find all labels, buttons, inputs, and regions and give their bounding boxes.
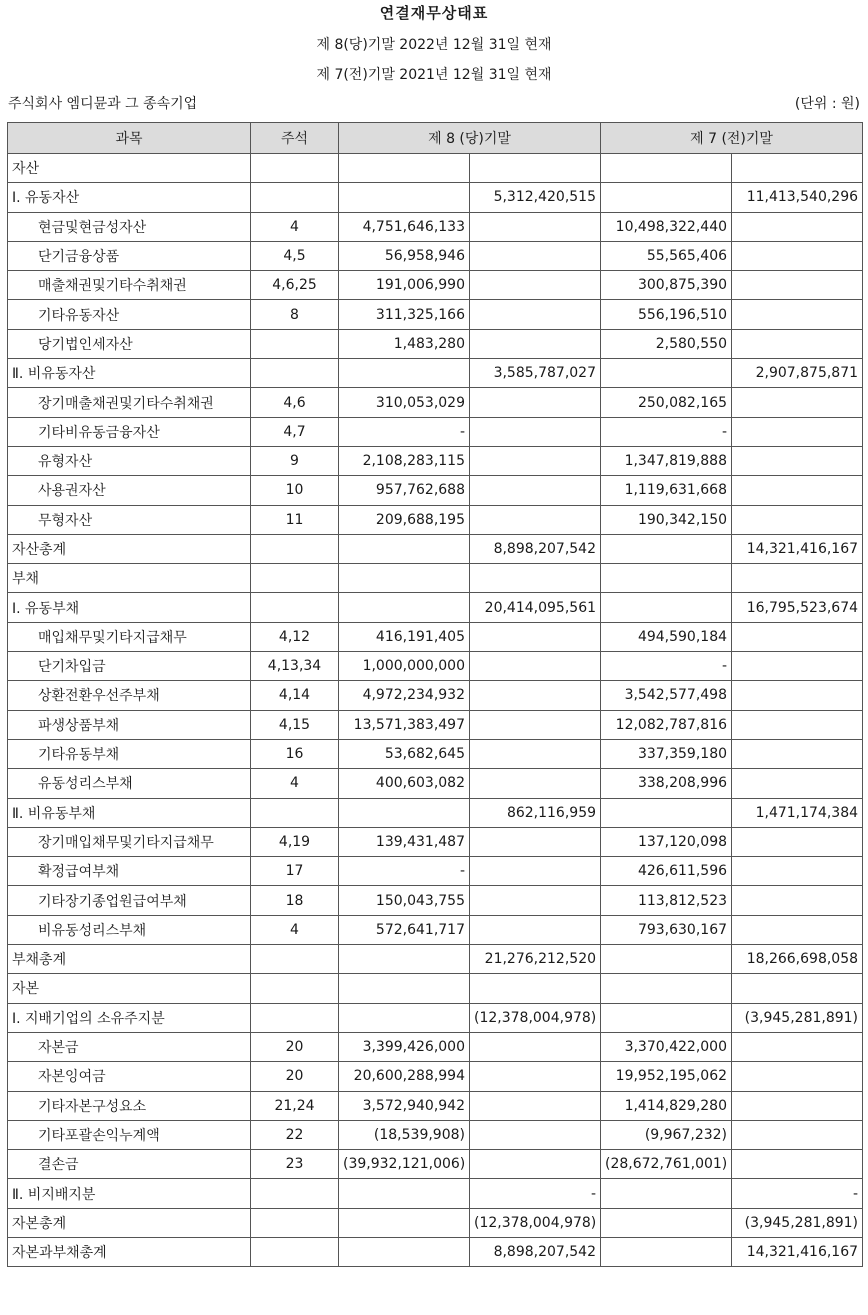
table-row xyxy=(8,710,863,739)
account-cell: 매입채무및기타지급채무 xyxy=(8,622,251,651)
table-row xyxy=(8,1237,863,1266)
table-row xyxy=(8,769,863,798)
table-row xyxy=(8,300,863,329)
current-detail-cell xyxy=(339,1003,470,1032)
table-row xyxy=(8,359,863,388)
current-detail-cell: 3,572,940,942 xyxy=(339,1091,470,1120)
prior-detail-cell: 55,565,406 xyxy=(601,241,732,270)
account-cell: 사용권자산 xyxy=(8,476,251,505)
note-cell: 4 xyxy=(251,915,339,944)
column-header-note: 주석 xyxy=(251,123,339,154)
current-detail-cell: 957,762,688 xyxy=(339,476,470,505)
account-cell: 장기매입채무및기타지급채무 xyxy=(8,827,251,856)
account-cell: 상환전환우선주부채 xyxy=(8,681,251,710)
prior-detail-cell: (9,967,232) xyxy=(601,1120,732,1149)
current-total-cell xyxy=(470,388,601,417)
note-cell: 4,7 xyxy=(251,417,339,446)
current-detail-cell xyxy=(339,1179,470,1208)
prior-total-cell xyxy=(732,974,863,1003)
company-name: 주식회사 엠디뮨과 그 종속기업 xyxy=(8,96,198,112)
account-cell: 자본금 xyxy=(8,1032,251,1061)
prior-detail-cell xyxy=(601,183,732,212)
prior-total-cell xyxy=(732,505,863,534)
current-total-cell xyxy=(470,446,601,475)
current-detail-cell xyxy=(339,798,470,827)
prior-total-cell xyxy=(732,1062,863,1091)
table-row xyxy=(8,388,863,417)
account-cell: 단기금융상품 xyxy=(8,241,251,270)
prior-total-cell xyxy=(732,1150,863,1179)
current-detail-cell: 4,751,646,133 xyxy=(339,212,470,241)
prior-total-cell: 16,795,523,674 xyxy=(732,593,863,622)
table-row xyxy=(8,945,863,974)
current-detail-cell: 4,972,234,932 xyxy=(339,681,470,710)
current-total-cell xyxy=(470,241,601,270)
current-detail-cell xyxy=(339,564,470,593)
prior-total-cell: 11,413,540,296 xyxy=(732,183,863,212)
current-detail-cell: 2,108,283,115 xyxy=(339,446,470,475)
table-row xyxy=(8,1032,863,1061)
unit-label: (단위 : 원) xyxy=(794,96,860,112)
prior-total-cell xyxy=(732,710,863,739)
note-cell: 4,14 xyxy=(251,681,339,710)
prior-detail-cell xyxy=(601,564,732,593)
note-cell xyxy=(251,154,339,183)
table-row xyxy=(8,593,863,622)
prior-total-cell xyxy=(732,476,863,505)
prior-detail-cell: - xyxy=(601,652,732,681)
current-total-cell: (12,378,004,978) xyxy=(470,1208,601,1237)
note-cell xyxy=(251,183,339,212)
account-cell: Ⅱ. 비지배지분 xyxy=(8,1179,251,1208)
note-cell xyxy=(251,798,339,827)
account-cell: 기타포괄손익누계액 xyxy=(8,1120,251,1149)
prior-detail-cell: 137,120,098 xyxy=(601,827,732,856)
current-detail-cell: 13,571,383,497 xyxy=(339,710,470,739)
prior-detail-cell xyxy=(601,1237,732,1266)
account-cell: 기타유동부채 xyxy=(8,739,251,768)
prior-detail-cell: 1,414,829,280 xyxy=(601,1091,732,1120)
prior-detail-cell: 2,580,550 xyxy=(601,329,732,358)
statement-title: 연결재무상태표 xyxy=(379,4,489,22)
current-detail-cell: 1,000,000,000 xyxy=(339,652,470,681)
current-total-cell xyxy=(470,505,601,534)
prior-detail-cell xyxy=(601,593,732,622)
account-cell: 결손금 xyxy=(8,1150,251,1179)
current-total-cell xyxy=(470,622,601,651)
table-row xyxy=(8,652,863,681)
table-row xyxy=(8,798,863,827)
note-cell: 10 xyxy=(251,476,339,505)
current-total-cell xyxy=(470,857,601,886)
table-row xyxy=(8,827,863,856)
current-total-cell: 8,898,207,542 xyxy=(470,1237,601,1266)
prior-total-cell xyxy=(732,857,863,886)
note-cell: 4 xyxy=(251,212,339,241)
prior-total-cell xyxy=(732,1032,863,1061)
account-cell: 무형자산 xyxy=(8,505,251,534)
table-row xyxy=(8,534,863,563)
prior-total-cell xyxy=(732,886,863,915)
prior-total-cell: 18,266,698,058 xyxy=(732,945,863,974)
note-cell: 9 xyxy=(251,446,339,475)
current-total-cell xyxy=(470,1091,601,1120)
table-row xyxy=(8,154,863,183)
current-total-cell xyxy=(470,212,601,241)
table-row xyxy=(8,974,863,1003)
current-total-cell xyxy=(470,1062,601,1091)
current-total-cell: 8,898,207,542 xyxy=(470,534,601,563)
column-header-current: 제 8 (당)기말 xyxy=(339,123,601,154)
prior-detail-cell xyxy=(601,974,732,1003)
note-cell: 23 xyxy=(251,1150,339,1179)
table-row xyxy=(8,915,863,944)
note-cell xyxy=(251,1237,339,1266)
table-row xyxy=(8,622,863,651)
current-detail-cell xyxy=(339,1237,470,1266)
prior-total-cell: (3,945,281,891) xyxy=(732,1003,863,1032)
current-detail-cell: 400,603,082 xyxy=(339,769,470,798)
table-row xyxy=(8,857,863,886)
note-cell xyxy=(251,359,339,388)
prior-detail-cell xyxy=(601,1003,732,1032)
account-cell: 자산총계 xyxy=(8,534,251,563)
prior-detail-cell: 1,119,631,668 xyxy=(601,476,732,505)
prior-total-cell xyxy=(732,271,863,300)
account-cell: 현금및현금성자산 xyxy=(8,212,251,241)
prior-detail-cell xyxy=(601,1208,732,1237)
account-cell: 장기매출채권및기타수취채권 xyxy=(8,388,251,417)
prior-total-cell: (3,945,281,891) xyxy=(732,1208,863,1237)
current-detail-cell: 311,325,166 xyxy=(339,300,470,329)
current-total-cell xyxy=(470,564,601,593)
account-cell: 자본총계 xyxy=(8,1208,251,1237)
balance-sheet-table xyxy=(7,122,863,1267)
current-detail-cell xyxy=(339,154,470,183)
current-total-cell xyxy=(470,154,601,183)
current-total-cell: 21,276,212,520 xyxy=(470,945,601,974)
prior-detail-cell: 1,347,819,888 xyxy=(601,446,732,475)
note-cell xyxy=(251,945,339,974)
prior-detail-cell: 426,611,596 xyxy=(601,857,732,886)
account-cell: 비유동성리스부채 xyxy=(8,915,251,944)
table-row xyxy=(8,1208,863,1237)
prior-detail-cell xyxy=(601,534,732,563)
prior-total-cell xyxy=(732,241,863,270)
account-cell: 유형자산 xyxy=(8,446,251,475)
current-detail-cell: 3,399,426,000 xyxy=(339,1032,470,1061)
prior-total-cell xyxy=(732,622,863,651)
note-cell: 20 xyxy=(251,1032,339,1061)
account-cell: 기타유동자산 xyxy=(8,300,251,329)
current-detail-cell: (39,932,121,006) xyxy=(339,1150,470,1179)
prior-detail-cell xyxy=(601,1179,732,1208)
current-total-cell: - xyxy=(470,1179,601,1208)
current-detail-cell xyxy=(339,593,470,622)
prior-detail-cell: 300,875,390 xyxy=(601,271,732,300)
prior-total-cell: 14,321,416,167 xyxy=(732,534,863,563)
current-detail-cell: - xyxy=(339,417,470,446)
note-cell xyxy=(251,1003,339,1032)
account-cell: 자본잉여금 xyxy=(8,1062,251,1091)
prior-detail-cell: 556,196,510 xyxy=(601,300,732,329)
note-cell: 4,19 xyxy=(251,827,339,856)
prior-total-cell xyxy=(732,915,863,944)
prior-total-cell xyxy=(732,446,863,475)
prior-detail-cell: 190,342,150 xyxy=(601,505,732,534)
account-cell: 유동성리스부채 xyxy=(8,769,251,798)
prior-detail-cell xyxy=(601,798,732,827)
account-cell: 자본과부채총계 xyxy=(8,1237,251,1266)
current-period-label: 제 8(당)기말 2022년 12월 31일 현재 xyxy=(316,37,552,53)
note-cell: 8 xyxy=(251,300,339,329)
prior-total-cell xyxy=(732,1120,863,1149)
current-detail-cell: 56,958,946 xyxy=(339,241,470,270)
note-cell: 21,24 xyxy=(251,1091,339,1120)
prior-detail-cell: 494,590,184 xyxy=(601,622,732,651)
table-row xyxy=(8,505,863,534)
current-total-cell xyxy=(470,827,601,856)
current-detail-cell: 572,641,717 xyxy=(339,915,470,944)
prior-total-cell: - xyxy=(732,1179,863,1208)
account-cell: 자본 xyxy=(8,974,251,1003)
note-cell: 20 xyxy=(251,1062,339,1091)
table-row xyxy=(8,1150,863,1179)
current-total-cell xyxy=(470,417,601,446)
current-detail-cell: 150,043,755 xyxy=(339,886,470,915)
table-row xyxy=(8,1091,863,1120)
table-row xyxy=(8,241,863,270)
account-cell: 당기법인세자산 xyxy=(8,329,251,358)
prior-total-cell xyxy=(732,564,863,593)
current-total-cell xyxy=(470,915,601,944)
current-detail-cell xyxy=(339,974,470,1003)
prior-detail-cell xyxy=(601,359,732,388)
note-cell: 4 xyxy=(251,769,339,798)
table-row xyxy=(8,739,863,768)
prior-detail-cell: 12,082,787,816 xyxy=(601,710,732,739)
current-detail-cell: 416,191,405 xyxy=(339,622,470,651)
prior-detail-cell: 3,542,577,498 xyxy=(601,681,732,710)
current-total-cell xyxy=(470,681,601,710)
prior-total-cell xyxy=(732,329,863,358)
prior-detail-cell: 19,952,195,062 xyxy=(601,1062,732,1091)
prior-total-cell xyxy=(732,769,863,798)
account-cell: 기타자본구성요소 xyxy=(8,1091,251,1120)
current-detail-cell: 139,431,487 xyxy=(339,827,470,856)
account-cell: Ⅱ. 비유동부채 xyxy=(8,798,251,827)
account-cell: Ⅱ. 비유동자산 xyxy=(8,359,251,388)
column-header-prior: 제 7 (전)기말 xyxy=(601,123,863,154)
prior-detail-cell: 337,359,180 xyxy=(601,739,732,768)
current-total-cell xyxy=(470,769,601,798)
current-total-cell: 20,414,095,561 xyxy=(470,593,601,622)
current-detail-cell: 310,053,029 xyxy=(339,388,470,417)
current-total-cell: 3,585,787,027 xyxy=(470,359,601,388)
prior-detail-cell: 10,498,322,440 xyxy=(601,212,732,241)
prior-detail-cell: 793,630,167 xyxy=(601,915,732,944)
account-cell: 기타비유동금융자산 xyxy=(8,417,251,446)
prior-total-cell xyxy=(732,212,863,241)
current-total-cell xyxy=(470,652,601,681)
prior-total-cell: 1,471,174,384 xyxy=(732,798,863,827)
note-cell: 4,6 xyxy=(251,388,339,417)
table-row xyxy=(8,417,863,446)
table-row xyxy=(8,1003,863,1032)
note-cell: 4,13,34 xyxy=(251,652,339,681)
note-cell: 4,5 xyxy=(251,241,339,270)
current-detail-cell: 209,688,195 xyxy=(339,505,470,534)
table-row xyxy=(8,271,863,300)
prior-total-cell xyxy=(732,154,863,183)
prior-total-cell xyxy=(732,388,863,417)
note-cell: 17 xyxy=(251,857,339,886)
prior-total-cell xyxy=(732,1091,863,1120)
table-row xyxy=(8,1062,863,1091)
prior-detail-cell xyxy=(601,154,732,183)
note-cell: 16 xyxy=(251,739,339,768)
table-row xyxy=(8,183,863,212)
account-cell: 단기차입금 xyxy=(8,652,251,681)
note-cell: 4,12 xyxy=(251,622,339,651)
current-detail-cell xyxy=(339,945,470,974)
table-row xyxy=(8,1179,863,1208)
table-row xyxy=(8,564,863,593)
prior-detail-cell: 3,370,422,000 xyxy=(601,1032,732,1061)
table-row xyxy=(8,329,863,358)
account-cell: 매출채권및기타수취채권 xyxy=(8,271,251,300)
note-cell: 11 xyxy=(251,505,339,534)
table-row xyxy=(8,1120,863,1149)
note-cell xyxy=(251,593,339,622)
table-row xyxy=(8,212,863,241)
table-body xyxy=(8,154,863,1267)
note-cell xyxy=(251,534,339,563)
current-detail-cell xyxy=(339,1208,470,1237)
current-total-cell xyxy=(470,476,601,505)
account-cell: Ⅰ. 유동자산 xyxy=(8,183,251,212)
table-row xyxy=(8,476,863,505)
current-detail-cell xyxy=(339,183,470,212)
current-total-cell: 862,116,959 xyxy=(470,798,601,827)
account-cell: 확정급여부채 xyxy=(8,857,251,886)
prior-total-cell xyxy=(732,652,863,681)
current-total-cell xyxy=(470,1150,601,1179)
account-cell: 부채 xyxy=(8,564,251,593)
note-cell xyxy=(251,564,339,593)
prior-total-cell xyxy=(732,300,863,329)
prior-total-cell xyxy=(732,417,863,446)
note-cell: 22 xyxy=(251,1120,339,1149)
current-total-cell: (12,378,004,978) xyxy=(470,1003,601,1032)
note-cell xyxy=(251,974,339,1003)
current-detail-cell xyxy=(339,534,470,563)
table-row xyxy=(8,886,863,915)
prior-detail-cell: 113,812,523 xyxy=(601,886,732,915)
current-total-cell xyxy=(470,329,601,358)
table-row xyxy=(8,446,863,475)
prior-detail-cell: - xyxy=(601,417,732,446)
note-cell: 4,15 xyxy=(251,710,339,739)
current-detail-cell: 1,483,280 xyxy=(339,329,470,358)
account-cell: Ⅰ. 유동부채 xyxy=(8,593,251,622)
current-total-cell xyxy=(470,1120,601,1149)
current-detail-cell: 20,600,288,994 xyxy=(339,1062,470,1091)
prior-detail-cell: 338,208,996 xyxy=(601,769,732,798)
current-total-cell xyxy=(470,271,601,300)
account-cell: 기타장기종업원급여부채 xyxy=(8,886,251,915)
prior-total-cell xyxy=(732,739,863,768)
current-total-cell xyxy=(470,974,601,1003)
prior-total-cell xyxy=(732,827,863,856)
prior-total-cell: 2,907,875,871 xyxy=(732,359,863,388)
prior-period-label: 제 7(전)기말 2021년 12월 31일 현재 xyxy=(316,67,552,83)
current-detail-cell: 53,682,645 xyxy=(339,739,470,768)
current-total-cell xyxy=(470,886,601,915)
prior-detail-cell: (28,672,761,001) xyxy=(601,1150,732,1179)
header-row xyxy=(8,123,863,154)
note-cell xyxy=(251,1208,339,1237)
account-cell: Ⅰ. 지배기업의 소유주지분 xyxy=(8,1003,251,1032)
current-total-cell xyxy=(470,1032,601,1061)
current-detail-cell: 191,006,990 xyxy=(339,271,470,300)
current-total-cell: 5,312,420,515 xyxy=(470,183,601,212)
account-cell: 자산 xyxy=(8,154,251,183)
current-detail-cell xyxy=(339,359,470,388)
current-total-cell xyxy=(470,710,601,739)
current-total-cell xyxy=(470,739,601,768)
note-cell xyxy=(251,329,339,358)
current-detail-cell: (18,539,908) xyxy=(339,1120,470,1149)
note-cell xyxy=(251,1179,339,1208)
current-total-cell xyxy=(470,300,601,329)
prior-total-cell: 14,321,416,167 xyxy=(732,1237,863,1266)
prior-detail-cell: 250,082,165 xyxy=(601,388,732,417)
prior-total-cell xyxy=(732,681,863,710)
account-cell: 부채총계 xyxy=(8,945,251,974)
note-cell: 18 xyxy=(251,886,339,915)
current-detail-cell: - xyxy=(339,857,470,886)
prior-detail-cell xyxy=(601,945,732,974)
table-row xyxy=(8,681,863,710)
note-cell: 4,6,25 xyxy=(251,271,339,300)
account-cell: 파생상품부채 xyxy=(8,710,251,739)
column-header-account: 과목 xyxy=(8,123,251,154)
